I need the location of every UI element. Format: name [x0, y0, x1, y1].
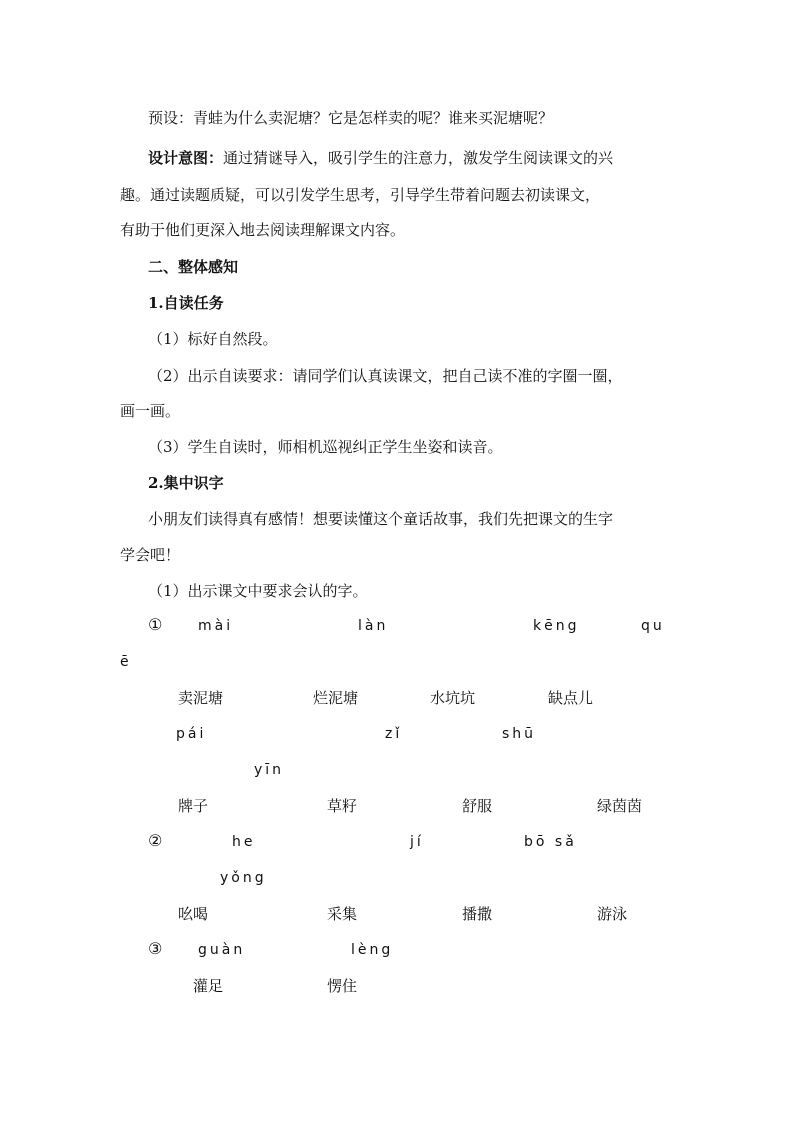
- pinyin-yong: yǒng: [220, 870, 267, 886]
- pinyin-guan: guàn: [198, 942, 246, 958]
- task-item-2-line-1: （2）出示自读要求：请同学们认真读课文，把自己读不准的字圈一圈，: [148, 367, 623, 385]
- subheading-self-reading: 1.自读任务: [148, 294, 224, 312]
- task-item-1: （1）标好自然段。: [148, 330, 278, 348]
- pinyin-lan: làn: [358, 618, 389, 634]
- literacy-intro-line-2: 学会吧！: [120, 546, 181, 564]
- pinyin-shu: shū: [502, 726, 537, 742]
- word-cai-ji: 采集: [327, 905, 358, 923]
- word-shui-keng-keng: 水坑坑: [430, 689, 476, 707]
- pinyin-bo-sa: bō sǎ: [524, 834, 577, 850]
- word-yao-he: 吆喝: [178, 905, 209, 923]
- word-guan-zu: 灌足: [193, 977, 224, 995]
- group-marker-2: ②: [148, 831, 163, 850]
- design-intent-line-3: 有助于他们更深入地去阅读理解课文内容。: [120, 221, 406, 239]
- pinyin-mai: mài: [198, 618, 234, 634]
- task-item-3: （3）学生自读时，师相机巡视纠正学生坐姿和读音。: [148, 438, 503, 456]
- design-intent-label: 设计意图：: [148, 149, 224, 167]
- word-mai-ni-tang: 卖泥塘: [178, 689, 224, 707]
- pinyin-yin: yīn: [254, 762, 285, 778]
- pinyin-zi: zǐ: [385, 726, 403, 742]
- word-lv-yin-yin: 绿茵茵: [597, 797, 643, 815]
- word-bo-sa: 播撒: [462, 905, 493, 923]
- subheading-literacy: 2.集中识字: [148, 474, 224, 492]
- word-you-yong: 游泳: [597, 905, 628, 923]
- pinyin-pai: pái: [176, 726, 207, 742]
- group-marker-3: ③: [148, 939, 163, 958]
- pinyin-que-part2: ē: [120, 654, 132, 670]
- design-intent-line-2: 趣。通过读题质疑，可以引发学生思考，引导学生带着问题去初读课文，: [120, 186, 601, 204]
- pinyin-ji: jí: [410, 834, 424, 850]
- preset-question-line: 预设：青蛙为什么卖泥塘？它是怎样卖的呢？谁来买泥塘呢？: [148, 109, 554, 127]
- characters-instruction: （1）出示课文中要求会认的字。: [148, 582, 368, 600]
- design-intent-line-1: [148, 148, 613, 168]
- pinyin-leng: lèng: [351, 942, 394, 958]
- pinyin-he: he: [232, 834, 256, 850]
- word-shu-fu: 舒服: [462, 797, 493, 815]
- group-marker-1: ①: [148, 615, 163, 634]
- word-lan-ni-tang: 烂泥塘: [313, 689, 359, 707]
- design-intent-text-1: 通过猜谜导入，吸引学生的注意力，激发学生阅读课文的兴: [223, 149, 614, 167]
- task-item-2-line-2: 画一画。: [120, 402, 181, 420]
- word-que-dian-er: 缺点儿: [548, 689, 594, 707]
- pinyin-keng: kēng: [533, 618, 580, 634]
- pinyin-que-part1: qu: [641, 618, 665, 634]
- word-cao-zi: 草籽: [327, 797, 358, 815]
- section-heading-overall: 二、整体感知: [148, 258, 239, 276]
- literacy-intro-line-1: 小朋友们读得真有感情！想要读懂这个童话故事，我们先把课文的生字: [148, 510, 614, 528]
- word-leng-zhu: 愣住: [327, 977, 358, 995]
- word-pai-zi: 牌子: [178, 797, 209, 815]
